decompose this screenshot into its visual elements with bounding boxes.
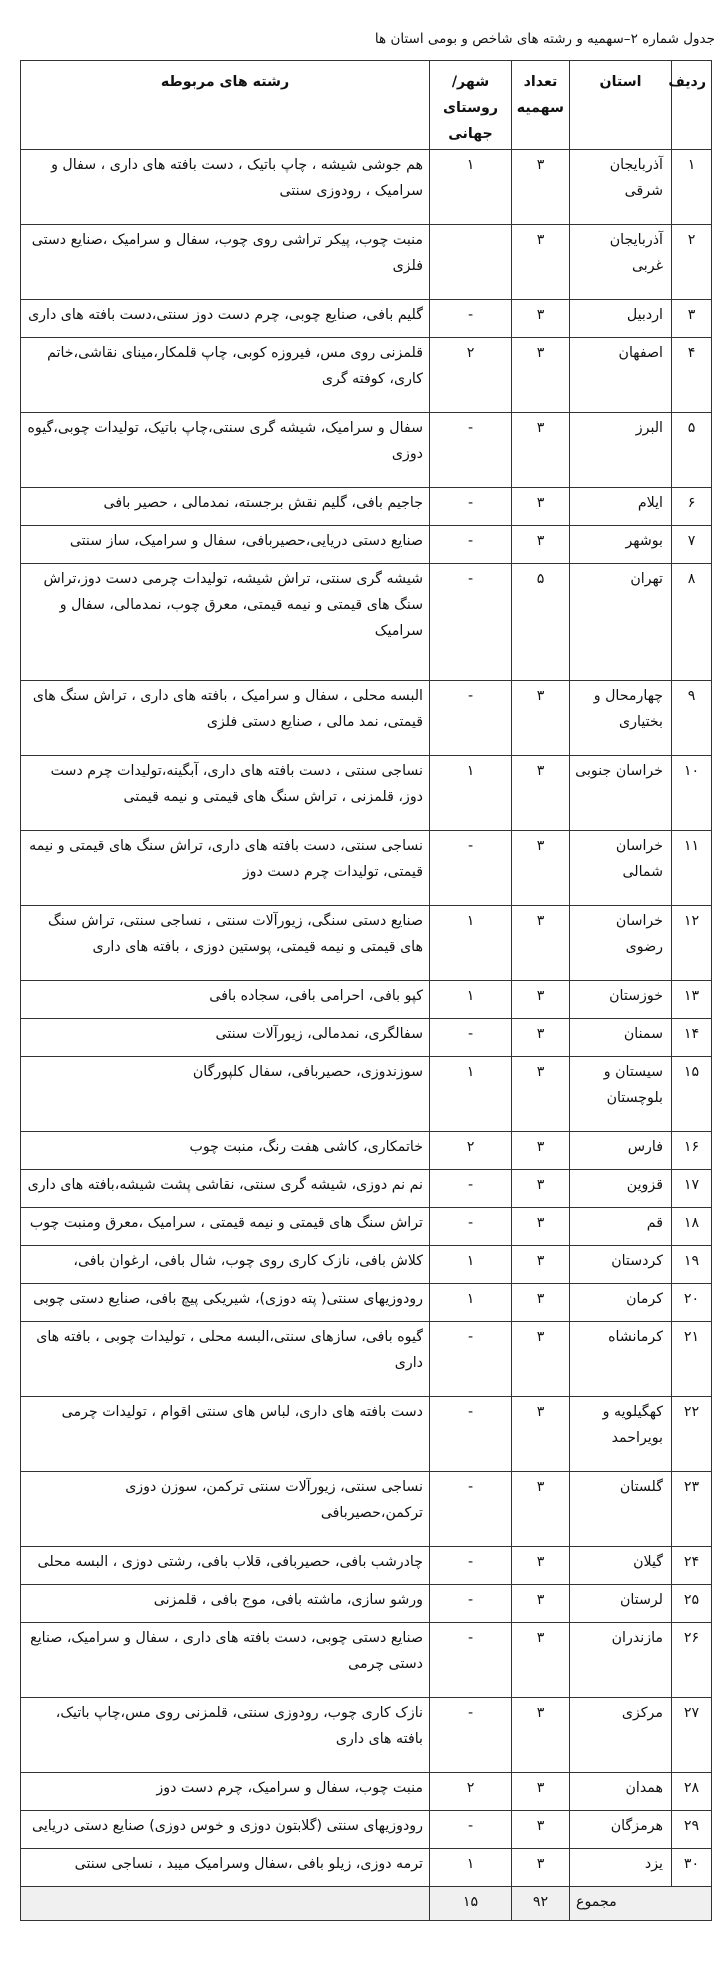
related-fields-cell: رودوزیهای سنتی (گلابتون دوزی و خوس دوزی) صنایع دستی دریایی xyxy=(21,1811,430,1849)
row-number-cell: ۴ xyxy=(672,338,712,413)
quota-count-cell: ۳ xyxy=(512,1208,570,1246)
world-city-cell: ۱ xyxy=(430,1849,512,1887)
related-fields-cell: خاتمکاری، کاشی هفت رنگ، منبت چوب xyxy=(21,1132,430,1170)
province-cell: فارس xyxy=(570,1132,672,1170)
province-cell: آذربایجان شرقی xyxy=(570,150,672,225)
table-header-row xyxy=(21,61,712,150)
world-city-cell: ۱ xyxy=(430,756,512,831)
table-row xyxy=(21,1019,712,1057)
table-row xyxy=(21,1208,712,1246)
province-cell: آذربایجان غربی xyxy=(570,225,672,300)
world-city-cell: ۲ xyxy=(430,1132,512,1170)
row-number-cell: ۵ xyxy=(672,413,712,488)
world-city-cell: - xyxy=(430,1623,512,1698)
related-fields-cell: رودوزیهای سنتی( پته دوزی)، شیریکی پیچ بافی، صنایع دستی چوبی xyxy=(21,1284,430,1322)
quota-count-cell: ۳ xyxy=(512,1472,570,1547)
row-number-cell: ۱۹ xyxy=(672,1246,712,1284)
province-cell: البرز xyxy=(570,413,672,488)
table-row xyxy=(21,488,712,526)
quota-count-cell: ۳ xyxy=(512,413,570,488)
related-fields-cell: دست بافته های داری، لباس های سنتی اقوام ، تولیدات چرمی xyxy=(21,1397,430,1472)
related-fields-cell: صنایع دستی چوبی، دست بافته های داری ، سفال و سرامیک، صنایع دستی چرمی xyxy=(21,1623,430,1698)
related-fields-cell: نم نم دوزی، شیشه گری سنتی، نقاشی پشت شیشه،بافته های داری xyxy=(21,1170,430,1208)
table-row xyxy=(21,1397,712,1472)
row-number-cell: ۷ xyxy=(672,526,712,564)
related-fields-cell: سفال و سرامیک، شیشه گری سنتی،چاپ باتیک، تولیدات چوبی،گیوه دوزی xyxy=(21,413,430,488)
world-city-cell: ۱ xyxy=(430,1246,512,1284)
world-city-cell: - xyxy=(430,1547,512,1585)
table-body xyxy=(21,150,712,1887)
table-row xyxy=(21,1472,712,1547)
total-label: مجموع xyxy=(570,1887,712,1921)
quota-count-cell: ۳ xyxy=(512,1397,570,1472)
province-cell: اصفهان xyxy=(570,338,672,413)
quota-count-cell: ۳ xyxy=(512,1019,570,1057)
province-cell: لرستان xyxy=(570,1585,672,1623)
related-fields-cell: تراش سنگ های قیمتی و نیمه قیمتی ، سرامیک ،معرق ومنبت چوب xyxy=(21,1208,430,1246)
table-row xyxy=(21,1246,712,1284)
world-city-cell: - xyxy=(430,300,512,338)
row-number-cell: ۱۳ xyxy=(672,981,712,1019)
quota-table xyxy=(20,60,712,1921)
row-number-cell: ۲۵ xyxy=(672,1585,712,1623)
table-row xyxy=(21,564,712,681)
table-row xyxy=(21,1057,712,1132)
row-number-cell: ۱ xyxy=(672,150,712,225)
total-empty-cell xyxy=(21,1887,430,1921)
province-cell: سمنان xyxy=(570,1019,672,1057)
table-caption: جدول شماره ۲–سهمیه و رشته های شاخص و بومی استان ها xyxy=(374,31,715,47)
quota-count-cell: ۳ xyxy=(512,1322,570,1397)
quota-count-cell: ۳ xyxy=(512,1585,570,1623)
row-number-cell: ۳ xyxy=(672,300,712,338)
province-cell: یزد xyxy=(570,1849,672,1887)
related-fields-cell: شیشه گری سنتی، تراش شیشه، تولیدات چرمی دست دوز،تراش سنگ های قیمتی و نیمه قیمتی، معرق چوب، نمدمالی، سفال و سرامیک xyxy=(21,564,430,681)
table-row xyxy=(21,1585,712,1623)
table-row xyxy=(21,1170,712,1208)
province-cell: کرمانشاه xyxy=(570,1322,672,1397)
row-number-cell: ۱۷ xyxy=(672,1170,712,1208)
header-row-number: ردیف xyxy=(672,61,712,150)
quota-count-cell: ۳ xyxy=(512,1057,570,1132)
province-cell: خراسان رضوی xyxy=(570,906,672,981)
table-row xyxy=(21,526,712,564)
province-cell: خراسان شمالی xyxy=(570,831,672,906)
table-row xyxy=(21,981,712,1019)
quota-count-cell: ۳ xyxy=(512,1132,570,1170)
row-number-cell: ۱۵ xyxy=(672,1057,712,1132)
world-city-cell: - xyxy=(430,1811,512,1849)
province-cell: هرمزگان xyxy=(570,1811,672,1849)
row-number-cell: ۱۶ xyxy=(672,1132,712,1170)
row-number-cell: ۳۰ xyxy=(672,1849,712,1887)
related-fields-cell: البسه محلی ، سفال و سرامیک ، بافته های داری ، تراش سنگ های قیمتی، نمد مالی ، صنایع دستی فلزی xyxy=(21,681,430,756)
province-cell: مرکزی xyxy=(570,1698,672,1773)
province-cell: همدان xyxy=(570,1773,672,1811)
world-city-cell: - xyxy=(430,1208,512,1246)
province-cell: کردستان xyxy=(570,1246,672,1284)
quota-count-cell: ۳ xyxy=(512,1623,570,1698)
row-number-cell: ۸ xyxy=(672,564,712,681)
related-fields-cell: کپو بافی، احرامی بافی، سجاده بافی xyxy=(21,981,430,1019)
province-cell: ایلام xyxy=(570,488,672,526)
world-city-cell: - xyxy=(430,1019,512,1057)
province-cell: کرمان xyxy=(570,1284,672,1322)
related-fields-cell: قلمزنی روی مس، فیروزه کوبی، چاپ قلمکار،مینای نقاشی،خاتم کاری، کوفته گری xyxy=(21,338,430,413)
row-number-cell: ۱۸ xyxy=(672,1208,712,1246)
related-fields-cell: ترمه دوزی، زیلو بافی ،سفال وسرامیک میبد ، نساجی سنتی xyxy=(21,1849,430,1887)
row-number-cell: ۲ xyxy=(672,225,712,300)
world-city-cell: - xyxy=(430,831,512,906)
total-world-city: ۱۵ xyxy=(430,1887,512,1921)
world-city-cell: ۱ xyxy=(430,906,512,981)
related-fields-cell: گلیم بافی، صنایع چوبی، چرم دست دوز سنتی،دست بافته های داری xyxy=(21,300,430,338)
row-number-cell: ۱۰ xyxy=(672,756,712,831)
table-row xyxy=(21,831,712,906)
row-number-cell: ۲۴ xyxy=(672,1547,712,1585)
table-row xyxy=(21,300,712,338)
world-city-cell: - xyxy=(430,1585,512,1623)
province-cell: قم xyxy=(570,1208,672,1246)
table-row xyxy=(21,1547,712,1585)
world-city-cell: - xyxy=(430,1698,512,1773)
related-fields-cell: نساجی سنتی ، دست بافته های داری، آبگینه،تولیدات چرم دست دوز، قلمزنی ، تراش سنگ های قیمتی و نیمه قیمتی xyxy=(21,756,430,831)
total-quota-count: ۹۲ xyxy=(512,1887,570,1921)
world-city-cell: ۱ xyxy=(430,1284,512,1322)
row-number-cell: ۱۴ xyxy=(672,1019,712,1057)
related-fields-cell: هم جوشی شیشه ، چاپ باتیک ، دست بافته های داری ، سفال و سرامیک ، رودوزی سنتی xyxy=(21,150,430,225)
quota-count-cell: ۳ xyxy=(512,1698,570,1773)
table-row xyxy=(21,756,712,831)
table-row xyxy=(21,1698,712,1773)
quota-count-cell: ۳ xyxy=(512,1170,570,1208)
quota-count-cell: ۳ xyxy=(512,1284,570,1322)
quota-count-cell: ۳ xyxy=(512,756,570,831)
related-fields-cell: چادرشب بافی، حصیربافی، قلاب بافی، رشتی دوزی ، البسه محلی xyxy=(21,1547,430,1585)
total-row xyxy=(21,1887,712,1921)
world-city-cell: ۲ xyxy=(430,338,512,413)
province-cell: خراسان جنوبی xyxy=(570,756,672,831)
province-cell: قزوین xyxy=(570,1170,672,1208)
row-number-cell: ۲۱ xyxy=(672,1322,712,1397)
row-number-cell: ۹ xyxy=(672,681,712,756)
quota-count-cell: ۳ xyxy=(512,981,570,1019)
table-row xyxy=(21,1623,712,1698)
header-related-fields: رشته های مربوطه xyxy=(21,61,430,150)
related-fields-cell: صنایع دستی دریایی،حصیربافی، سفال و سرامیک، ساز سنتی xyxy=(21,526,430,564)
related-fields-cell: نساجی سنتی، زیورآلات سنتی ترکمن، سوزن دوزی ترکمن،حصیربافی xyxy=(21,1472,430,1547)
related-fields-cell: کلاش بافی، نازک کاری روی چوب، شال بافی، ارغوان بافی، xyxy=(21,1246,430,1284)
related-fields-cell: منبت چوب، پیکر تراشی روی چوب، سفال و سرامیک ،صنایع دستی فلزی xyxy=(21,225,430,300)
row-number-cell: ۲۰ xyxy=(672,1284,712,1322)
row-number-cell: ۲۷ xyxy=(672,1698,712,1773)
header-quota-count: تعداد سهمیه xyxy=(512,61,570,150)
world-city-cell: ۲ xyxy=(430,1773,512,1811)
quota-count-cell: ۳ xyxy=(512,1773,570,1811)
world-city-cell xyxy=(430,225,512,300)
world-city-cell: - xyxy=(430,1472,512,1547)
table-row xyxy=(21,338,712,413)
quota-count-cell: ۳ xyxy=(512,831,570,906)
related-fields-cell: صنایع دستی سنگی، زیورآلات سنتی ، نساجی سنتی، تراش سنگ های قیمتی و نیمه قیمتی، پوستین دوزی ، بافته های داری xyxy=(21,906,430,981)
province-cell: اردبیل xyxy=(570,300,672,338)
related-fields-cell: نازک کاری چوب، رودوزی سنتی، قلمزنی روی مس،چاپ باتیک، بافته های داری xyxy=(21,1698,430,1773)
world-city-cell: - xyxy=(430,681,512,756)
quota-count-cell: ۳ xyxy=(512,150,570,225)
table-row xyxy=(21,1773,712,1811)
table-row xyxy=(21,1322,712,1397)
quota-count-cell: ۳ xyxy=(512,300,570,338)
table-row xyxy=(21,1811,712,1849)
world-city-cell: - xyxy=(430,1397,512,1472)
quota-count-cell: ۳ xyxy=(512,225,570,300)
table-row xyxy=(21,1849,712,1887)
quota-count-cell: ۳ xyxy=(512,1811,570,1849)
related-fields-cell: ورشو سازی، ماشته بافی، موج بافی ، قلمزنی xyxy=(21,1585,430,1623)
row-number-cell: ۲۲ xyxy=(672,1397,712,1472)
world-city-cell: - xyxy=(430,1322,512,1397)
row-number-cell: ۲۹ xyxy=(672,1811,712,1849)
table-row xyxy=(21,150,712,225)
world-city-cell: ۱ xyxy=(430,1057,512,1132)
row-number-cell: ۲۳ xyxy=(672,1472,712,1547)
quota-count-cell: ۳ xyxy=(512,681,570,756)
related-fields-cell: نساجی سنتی، دست بافته های داری، تراش سنگ های قیمتی و نیمه قیمتی، تولیدات چرم دست دوز xyxy=(21,831,430,906)
quota-count-cell: ۳ xyxy=(512,1246,570,1284)
province-cell: چهارمحال و بختیاری xyxy=(570,681,672,756)
related-fields-cell: سفالگری، نمدمالی، زیورآلات سنتی xyxy=(21,1019,430,1057)
world-city-cell: - xyxy=(430,526,512,564)
related-fields-cell: جاجیم بافی، گلیم نقش برجسته، نمدمالی ، حصیر بافی xyxy=(21,488,430,526)
province-cell: کهگیلویه و بویراحمد xyxy=(570,1397,672,1472)
quota-count-cell: ۳ xyxy=(512,1547,570,1585)
province-cell: سیستان و بلوچستان xyxy=(570,1057,672,1132)
quota-count-cell: ۳ xyxy=(512,906,570,981)
province-cell: گیلان xyxy=(570,1547,672,1585)
row-number-cell: ۲۶ xyxy=(672,1623,712,1698)
world-city-cell: - xyxy=(430,413,512,488)
table-row xyxy=(21,906,712,981)
header-province: استان xyxy=(570,61,672,150)
quota-count-cell: ۳ xyxy=(512,1849,570,1887)
table-row xyxy=(21,413,712,488)
province-cell: مازندران xyxy=(570,1623,672,1698)
header-world-city: شهر/روستای جهانی xyxy=(430,61,512,150)
world-city-cell: - xyxy=(430,1170,512,1208)
related-fields-cell: منبت چوب، سفال و سرامیک، چرم دست دوز xyxy=(21,1773,430,1811)
table-row xyxy=(21,681,712,756)
province-cell: خوزستان xyxy=(570,981,672,1019)
world-city-cell: ۱ xyxy=(430,150,512,225)
quota-count-cell: ۳ xyxy=(512,488,570,526)
world-city-cell: - xyxy=(430,564,512,681)
table-row xyxy=(21,1284,712,1322)
row-number-cell: ۶ xyxy=(672,488,712,526)
province-cell: تهران xyxy=(570,564,672,681)
row-number-cell: ۱۱ xyxy=(672,831,712,906)
world-city-cell: - xyxy=(430,488,512,526)
province-cell: بوشهر xyxy=(570,526,672,564)
related-fields-cell: گیوه بافی، سازهای سنتی،البسه محلی ، تولیدات چوبی ، بافته های داری xyxy=(21,1322,430,1397)
row-number-cell: ۱۲ xyxy=(672,906,712,981)
row-number-cell: ۲۸ xyxy=(672,1773,712,1811)
related-fields-cell: سوزندوزی، حصیربافی، سفال کلپورگان xyxy=(21,1057,430,1132)
table-row xyxy=(21,225,712,300)
world-city-cell: ۱ xyxy=(430,981,512,1019)
province-cell: گلستان xyxy=(570,1472,672,1547)
quota-count-cell: ۵ xyxy=(512,564,570,681)
quota-count-cell: ۳ xyxy=(512,338,570,413)
table-row xyxy=(21,1132,712,1170)
quota-count-cell: ۳ xyxy=(512,526,570,564)
